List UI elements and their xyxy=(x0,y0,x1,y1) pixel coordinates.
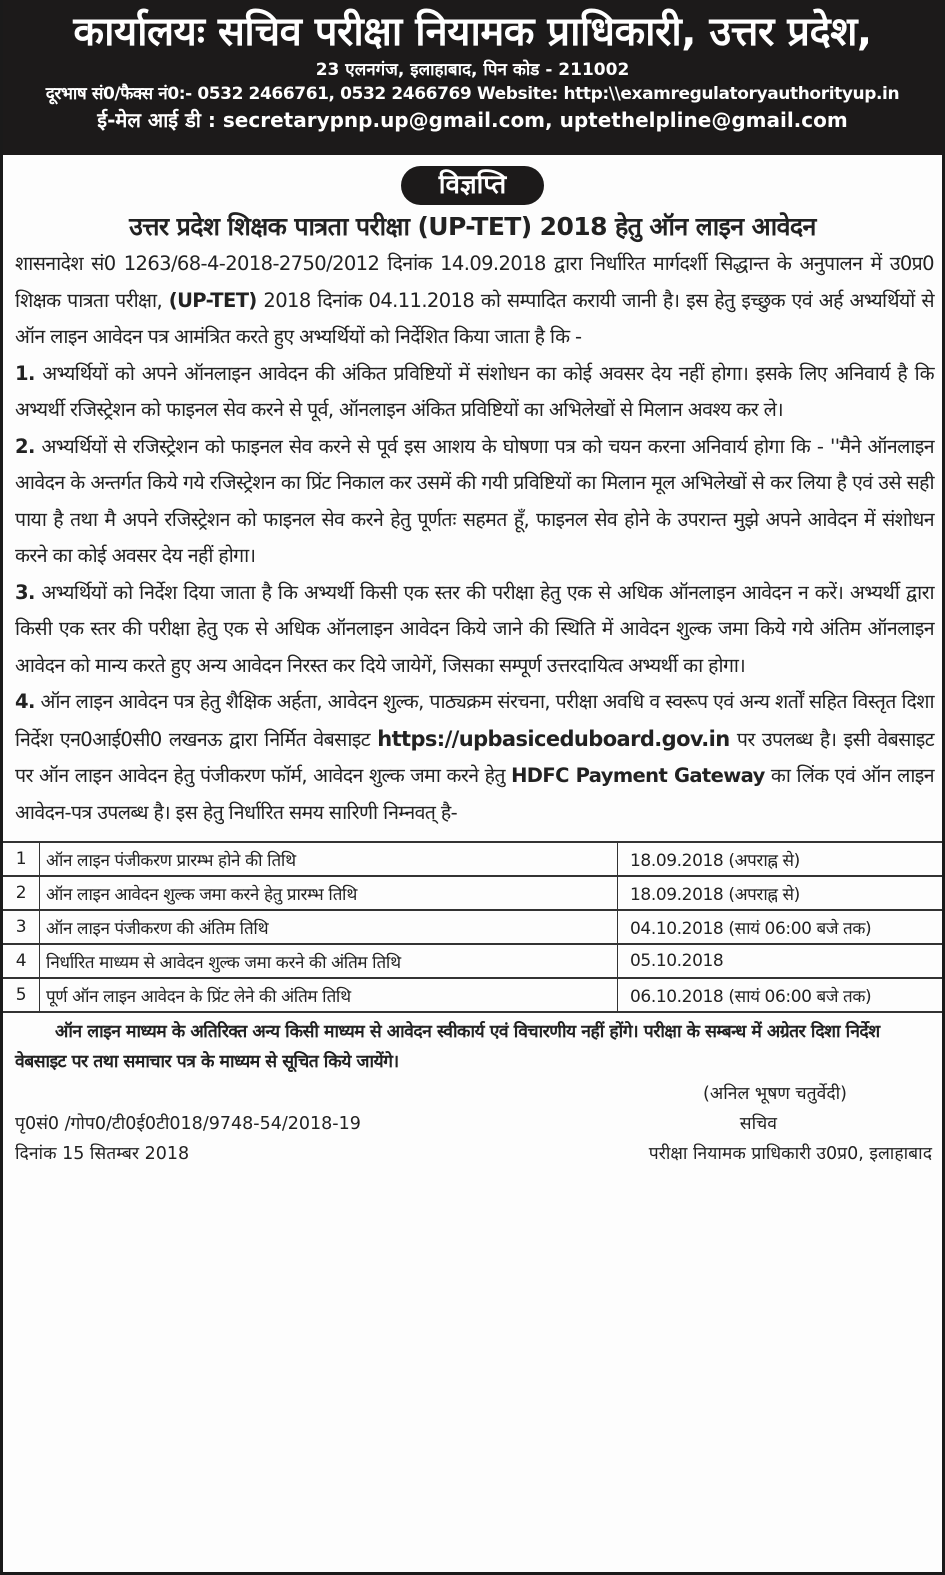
schedule-num: 5 xyxy=(3,978,40,1012)
office-title: कार्यालयः सचिव परीक्षा नियामक प्राधिकारी, उत्तर प्रदेश, xyxy=(73,9,872,55)
notice-title: उत्तर प्रदेश शिक्षक पात्रता परीक्षा (UP-TET) 2018 हेतु ऑन लाइन आवेदन xyxy=(129,212,816,241)
point-1 xyxy=(15,356,934,429)
point-number: 4. xyxy=(15,690,35,713)
schedule-desc: ऑन लाइन आवेदन शुल्क जमा करने हेतु प्रारम्भ तिथि xyxy=(40,876,618,910)
schedule-date: 04.10.2018 (सायं 06:00 बजे तक) xyxy=(618,910,943,944)
schedule-desc: ऑन लाइन पंजीकरण प्रारम्भ होने की तिथि xyxy=(40,842,618,876)
website-link[interactable]: https://upbasiceduboard.gov.in xyxy=(377,726,730,751)
point-number: 1. xyxy=(15,361,35,385)
point-3 xyxy=(15,575,934,685)
footer-note: ऑन लाइन माध्यम के अतिरिक्त अन्य किसी माध्यम से आवेदन स्वीकार्य एवं विचारणीय नहीं होंगे। परीक्षा के सम्बन्ध में अग्रेतर दिशा निर्देश वेबसाइट पर तथा समाचार पत्र के माध्यम से सूचित किये जायेंगे। xyxy=(15,1022,880,1072)
signatory-post: सचिव xyxy=(739,1114,777,1134)
schedule-num: 4 xyxy=(3,944,40,978)
reference-date: दिनांक 15 सितम्बर 2018 xyxy=(15,1144,190,1164)
schedule-desc: ऑन लाइन पंजीकरण की अंतिम तिथि xyxy=(40,910,618,944)
schedule-row xyxy=(3,842,942,876)
signature-block xyxy=(3,1077,942,1187)
point-4 xyxy=(15,684,934,831)
office-address: 23 एलनगंज, इलाहाबाद, पिन कोड - 211002 xyxy=(315,60,630,80)
schedule-num: 3 xyxy=(3,910,40,944)
payment-gateway-name: HDFC Payment Gateway xyxy=(511,764,765,787)
office-email: ई-मेल आई डी : secretarypnp.up@gmail.com, uptethelpline@gmail.com xyxy=(97,108,848,132)
schedule-date: 18.09.2018 (अपराह्न से) xyxy=(618,842,943,876)
schedule-num: 1 xyxy=(3,842,40,876)
office-header xyxy=(3,0,942,155)
schedule-row xyxy=(3,910,942,944)
office-phone-website: दूरभाष सं0/फैक्स नं0:- 0532 2466761, 0532 2466769 Website: http:\\examregulatoryauthorityup.in xyxy=(45,84,900,104)
point-text-2: पर उपलब्ध है। इसी वेबसाइट पर ऑन लाइन आवेदन हेतु पंजीकरण फॉर्म, आवेदन शुल्क जमा करने हेतु xyxy=(15,727,935,787)
schedule-date: 18.09.2018 (अपराह्न से) xyxy=(618,876,943,910)
schedule-desc: पूर्ण ऑन लाइन आवेदन के प्रिंट लेने की अंतिम तिथि xyxy=(40,978,618,1012)
schedule-table xyxy=(3,841,942,1013)
point-text: अभ्यर्थियों को निर्देश दिया जाता है कि अभ्यर्थी किसी एक स्तर की परीक्षा हेतु एक से अधिक ऑनलाइन आवेदन न करें। अभ्यर्थी द्वारा किसी एक स्तर की परीक्षा हेतु एक से अधिक ऑनलाइन आवेदन किये जाने की स्थिति में आवेदन शुल्क जमा किये गये अंतिम ऑनलाइन आवेदन को मान्य करते हुए अन्य आवेदन निरस्त कर दिये जायेगें, जिसका सम्पूर्ण उत्तरदायित्व अभ्यर्थी का होगा। xyxy=(15,580,934,677)
schedule-num: 2 xyxy=(3,876,40,910)
schedule-date: 05.10.2018 xyxy=(618,944,943,978)
point-text-3: का लिंक एवं ऑन लाइन आवेदन-पत्र उपलब्ध है। इस हेतु निर्धारित समय सारिणी निम्नवत् है- xyxy=(15,764,934,824)
reference-number: पृ0सं0 /गोप0/टी0ई0टी018/9748-54/2018-19 xyxy=(15,1114,361,1134)
point-number: 2. xyxy=(15,434,35,458)
signatory-name: (अनिल भूषण चतुर्वेदी) xyxy=(703,1084,847,1104)
notice-body xyxy=(3,246,942,831)
signatory-office: परीक्षा नियामक प्राधिकारी उ0प्र0, इलाहाबाद xyxy=(648,1144,932,1164)
point-2 xyxy=(15,429,934,575)
intro-exam-code: (UP-TET) xyxy=(168,288,257,312)
schedule-row xyxy=(3,944,942,978)
intro-paragraph xyxy=(15,246,934,356)
schedule-desc: निर्धारित माध्यम से आवेदन शुल्क जमा करने की अंतिम तिथि xyxy=(40,944,618,978)
schedule-row xyxy=(3,978,942,1012)
point-text: ऑन लाइन आवेदन पत्र हेतु शैक्षिक अर्हता, आवेदन शुल्क, पाठ्यक्रम संरचना, परीक्षा अवधि व स्वरूप एवं अन्य शर्तों सहित विस्तृत दिशा निर्देश एन0आई0सी0 लखनऊ द्वारा निर्मित वेबसाइट xyxy=(15,690,934,751)
badge-wrap xyxy=(3,166,942,205)
intro-text-2: 2018 दिनांक 04.11.2018 को सम्पादित करायी जानी है। इस हेतु इच्छुक एवं अर्ह अभ्यर्थियों से ऑन लाइन आवेदन पत्र आमंत्रित करते हुए अभ्यर्थियों को निर्देशित किया जाता है कि - xyxy=(15,288,935,348)
schedule-row xyxy=(3,876,942,910)
point-number: 3. xyxy=(15,580,35,604)
point-text: अभ्यर्थियों को अपने ऑनलाइन आवेदन की अंकित प्रविष्टियों में संशोधन का कोई अवसर देय नहीं होगा। इसके लिए अनिवार्य है कि अभ्यर्थी रजिस्ट्रेशन को फाइनल सेव करने से पूर्व, ऑनलाइन अंकित प्रविष्टियों का अभिलेखों से मिलान अवश्य कर ले। xyxy=(15,361,934,421)
notice-badge: विज्ञप्ति xyxy=(401,166,544,205)
point-text: अभ्यर्थियों से रजिस्ट्रेशन को फाइनल सेव करने से पूर्व इस आशय के घोषणा पत्र को चयन करना अनिवार्य होगा कि - ''मैने ऑनलाइन आवेदन के अन्तर्गत किये गये रजिस्ट्रेशन का प्रिंट निकाल कर उसमें की गयी प्रविष्टियों का मिलान मूल अभिलेखों से कर लिया है एवं उसे सही पाया है तथा मै अपने रजिस्ट्रेशन को फाइनल सेव करने हेतु पूर्णतः सहमत हूँ, फाइनल सेव होने के उपरान्त मुझे अपने आवेदन में संशोधन करने का कोई अवसर देय नहीं होगा। xyxy=(15,434,934,567)
schedule-date: 06.10.2018 (सायं 06:00 बजे तक) xyxy=(618,978,943,1012)
intro-text: शासनादेश सं0 1263/68-4-2018-2750/2012 दिनांक 14.09.2018 द्वारा निर्धारित मार्गदर्शी सिद्धान्त के अनुपालन में उ0प्र0 शिक्षक पात्रता परीक्षा, xyxy=(15,252,934,312)
